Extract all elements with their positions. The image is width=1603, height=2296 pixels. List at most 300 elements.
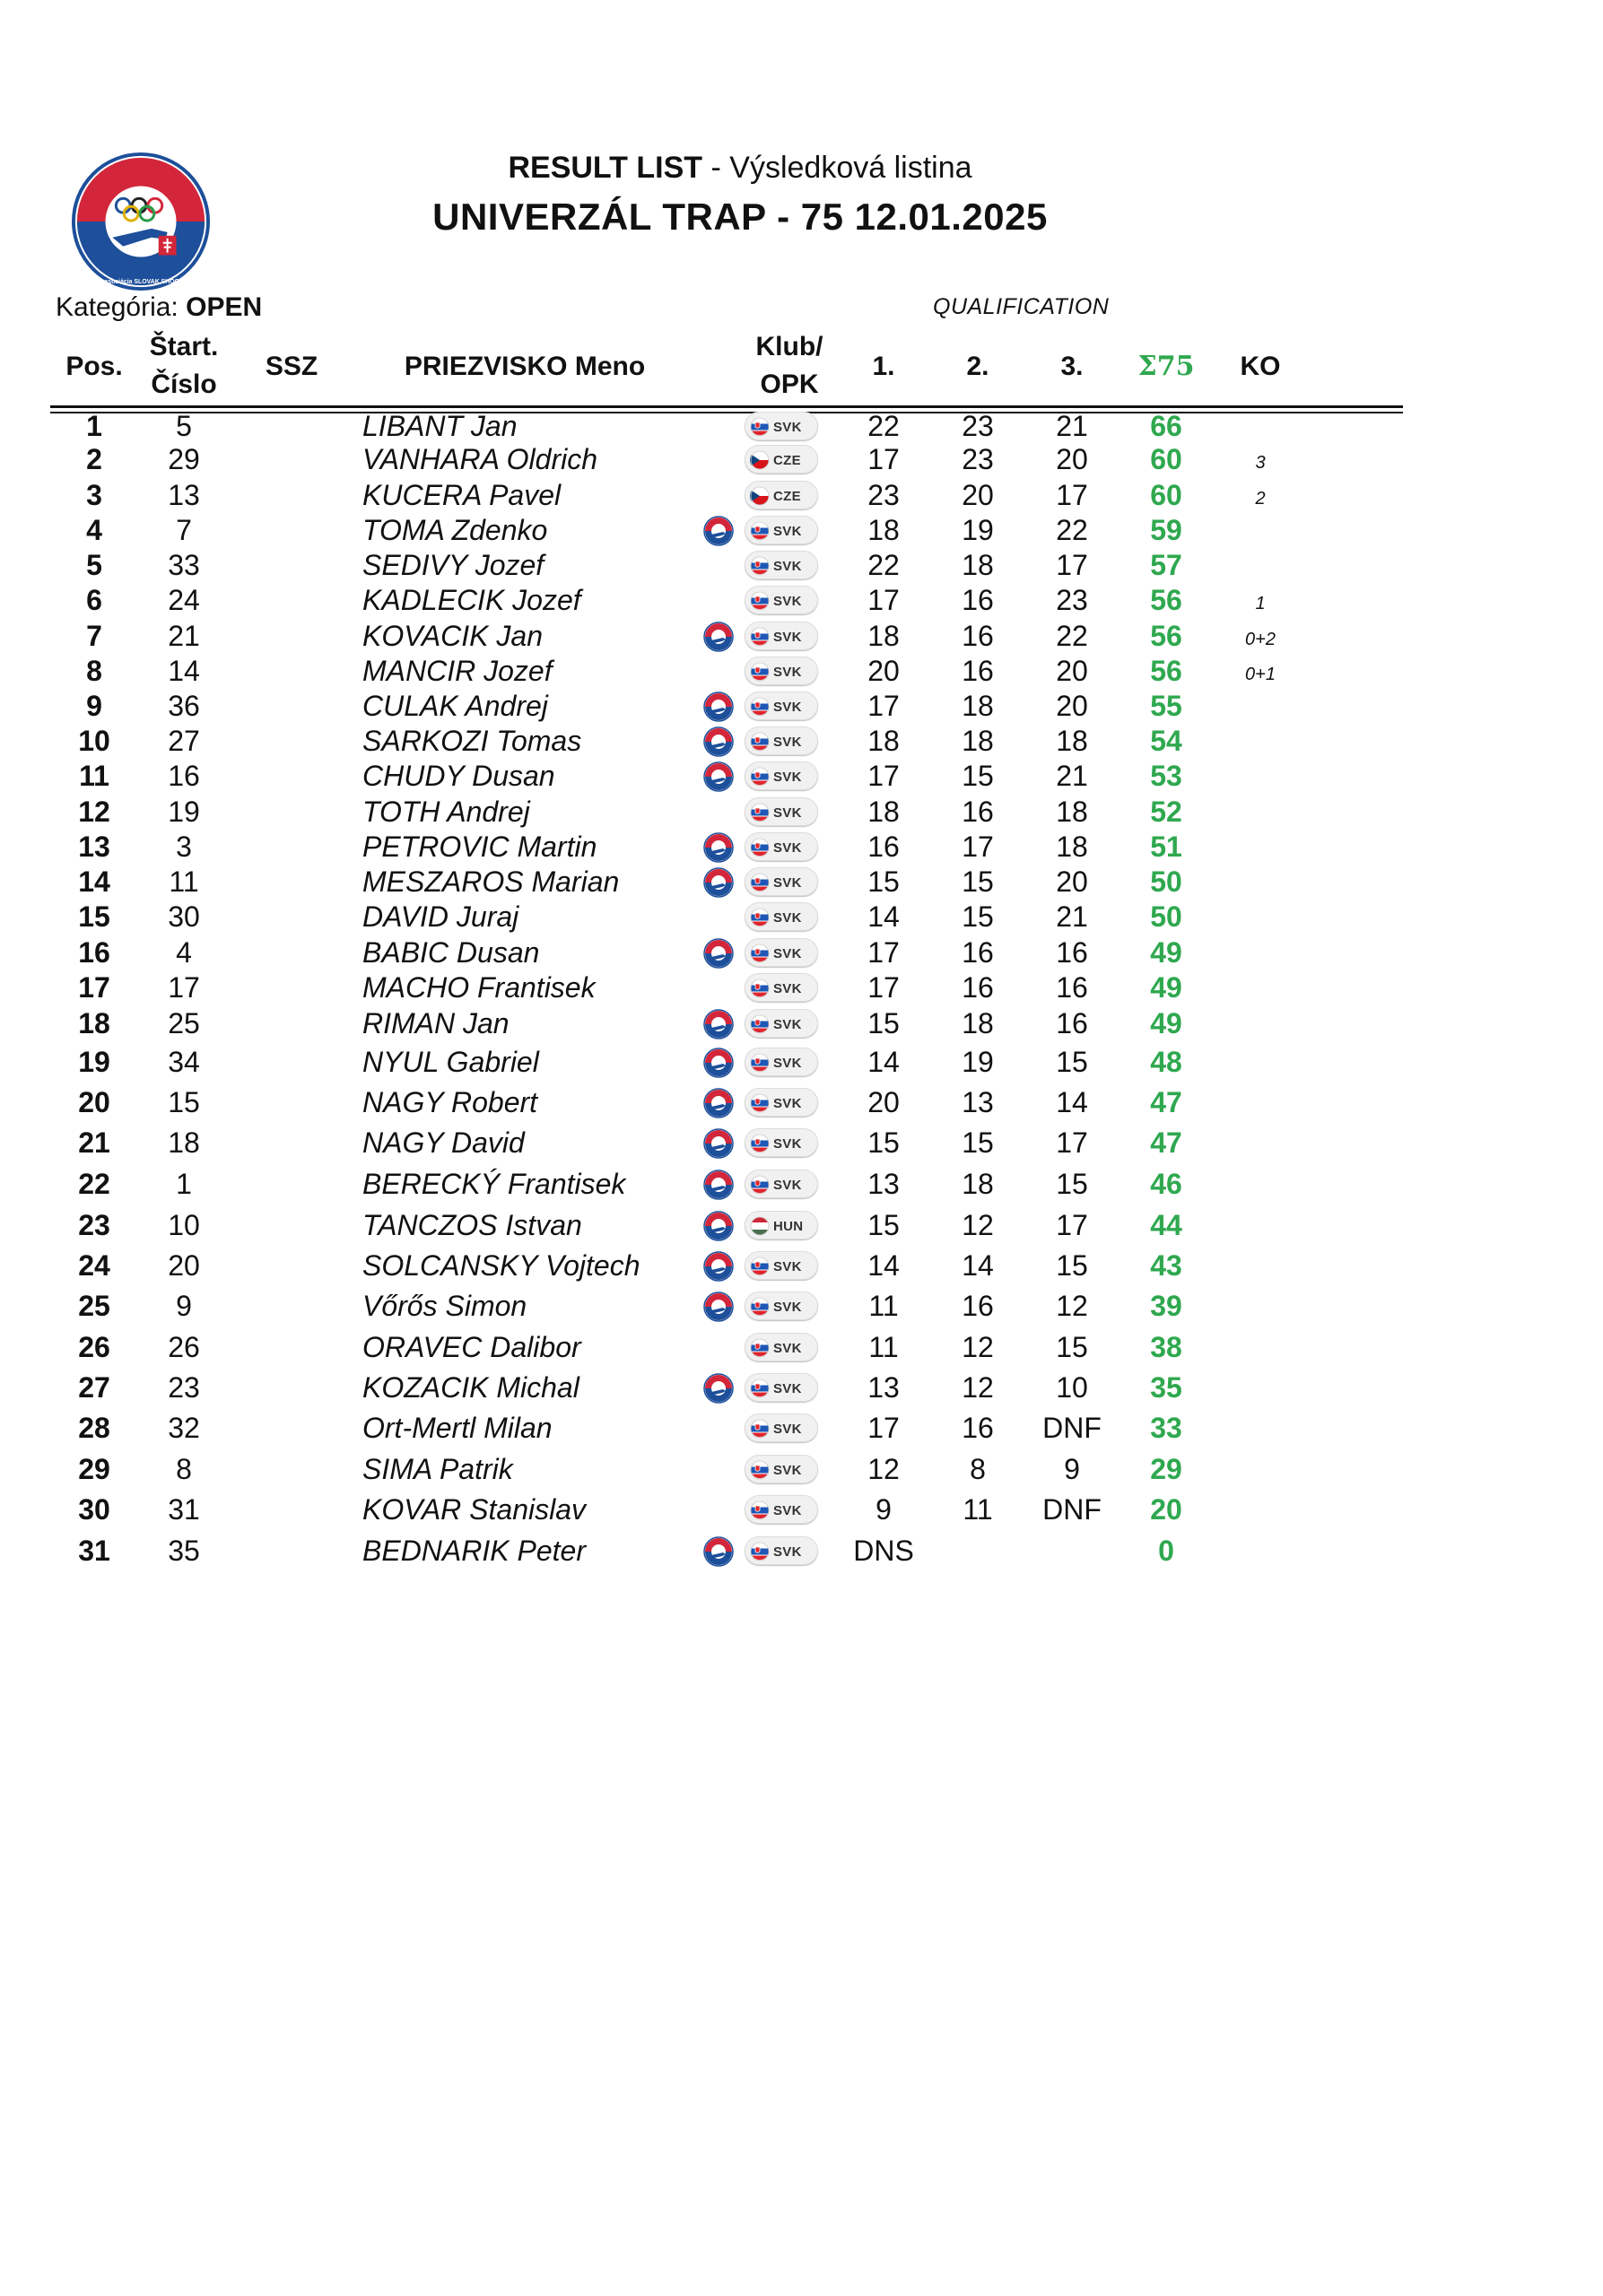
flag-icon [750,978,770,998]
total-score: 52 [1150,796,1182,828]
position-cell: 23 [78,1209,110,1241]
round-1-score: 15 [867,1209,900,1241]
category: Kategória: OPEN [56,292,263,322]
total-score: 51 [1150,831,1182,863]
nationality-code: SVK [773,559,802,574]
col-round-3: 3. [1060,352,1084,381]
total-score: 49 [1150,971,1182,1004]
nationality-badge [745,1211,818,1239]
ko-shootoff: 0+2 [1245,630,1276,649]
col-start: Štart. Číslo [149,332,219,399]
total-score: 56 [1150,584,1182,616]
flag-icon [750,662,770,682]
club-logo-icon [703,761,734,792]
nationality-badge [745,1170,818,1198]
flag-icon [750,1216,770,1236]
competitor-name: SIMA Patrik [362,1453,513,1485]
nationality-badge [745,1333,818,1361]
club-logo-icon [703,1128,734,1159]
round-2-score: 19 [962,1046,994,1078]
nationality-code: SVK [773,700,802,715]
col-ko: KO [1240,352,1281,381]
col-ssz: SSZ [265,352,318,381]
round-2-score: 20 [962,479,994,511]
club-logo-icon [703,726,734,757]
start-number-cell: 17 [168,971,200,1004]
round-1-score: 23 [867,479,900,511]
start-number-cell: 33 [168,549,200,581]
round-1-score: 14 [867,1046,900,1078]
total-score: 59 [1150,514,1182,546]
round-2-score: 16 [962,620,994,652]
club-logo-icon [703,1048,734,1078]
start-number-cell: 10 [168,1209,200,1241]
round-3-score: 16 [1056,1007,1088,1039]
competitor-name: NYUL Gabriel [362,1046,539,1078]
competitor-name: NAGY David [362,1126,525,1159]
round-2-score: 18 [962,1007,994,1039]
ko-shootoff: 1 [1255,594,1266,613]
start-number-cell: 15 [168,1086,200,1118]
club-logo-icon [703,832,734,863]
round-2-score: 15 [962,1126,994,1159]
round-2-score: 23 [962,443,994,475]
competitor-name: KUCERA Pavel [362,479,562,511]
position-cell: 1 [86,410,102,442]
start-number-cell: 7 [176,514,192,546]
competitor-name: BERECKÝ Frantisek [362,1168,626,1200]
competitor-name: KOVAR Stanislav [362,1493,586,1526]
nationality-code: HUN [773,1219,804,1234]
nationality-code: SVK [773,1096,802,1111]
club-logo-icon [703,1170,734,1200]
nationality-code: SVK [773,1178,802,1193]
position-cell: 5 [86,549,102,581]
round-1-score: 20 [867,1086,900,1118]
round-2-score: 18 [962,1168,994,1200]
start-number-cell: 27 [168,725,200,757]
round-1-score: DNS [853,1535,914,1567]
nationality-badge [745,622,818,650]
col-total: Σ75 [1137,351,1195,382]
round-2-score: 11 [963,1493,993,1526]
start-number-cell: 14 [168,655,200,687]
col-round-1: 1. [872,352,895,381]
nationality-code: SVK [773,630,802,645]
competitor-name: ORAVEC Dalibor [362,1331,581,1363]
total-score: 39 [1150,1290,1182,1322]
round-1-score: 17 [867,760,900,792]
flag-icon [750,1460,770,1480]
round-2-score: 17 [962,831,994,863]
flag-icon [750,417,770,437]
flag-icon [750,838,770,857]
round-1-score: 12 [867,1453,900,1485]
total-score: 57 [1150,549,1182,581]
start-number-cell: 1 [176,1168,192,1200]
total-score: 38 [1150,1331,1182,1363]
nationality-code: SVK [773,981,802,996]
nationality-badge [745,481,818,509]
competitor-name: KOZACIK Michal [362,1371,579,1404]
nationality-code: SVK [773,1300,802,1315]
round-1-score: 9 [876,1493,892,1526]
nationality-code: SVK [773,420,802,435]
round-3-score: 20 [1056,443,1088,475]
competitor-name: MESZAROS Marian [362,865,620,898]
total-score: 29 [1150,1453,1182,1485]
start-number-cell: 16 [168,760,200,792]
start-number-cell: 5 [176,410,192,442]
nationality-code: SVK [773,524,802,539]
position-cell: 14 [78,865,110,898]
start-number-cell: 31 [168,1493,200,1526]
round-3-score: 20 [1056,865,1088,898]
total-score: 60 [1150,479,1182,511]
start-number-cell: 3 [176,831,192,863]
competitor-name: NAGY Robert [362,1086,538,1118]
start-number-cell: 19 [168,796,200,828]
nationality-badge [745,516,818,544]
round-1-score: 17 [867,443,900,475]
club-logo-icon [703,691,734,722]
logo-text: Slovenská strelecká asociácia SLOVAK SHOOTING ASSOCIATION [43,279,239,286]
competitor-name: TOTH Andrej [362,796,530,828]
round-2-score: 15 [962,900,994,933]
nationality-code: SVK [773,840,802,856]
total-score: 56 [1150,655,1182,687]
club-logo-icon [703,1211,734,1241]
round-3-score: DNF [1042,1412,1102,1444]
position-cell: 9 [86,690,102,722]
flag-icon [750,591,770,611]
competitor-name: RIMAN Jan [362,1007,510,1039]
total-score: 49 [1150,936,1182,969]
nationality-badge [745,445,818,474]
total-score: 50 [1150,865,1182,898]
flag-icon [750,873,770,892]
total-score: 33 [1150,1412,1182,1444]
total-score: 66 [1150,410,1182,442]
flag-icon [750,627,770,647]
round-1-score: 17 [867,936,900,969]
total-score: 47 [1150,1086,1182,1118]
total-score: 47 [1150,1126,1182,1159]
round-3-score: 14 [1056,1086,1088,1118]
nationality-code: SVK [773,1259,802,1274]
nationality-badge [745,1536,818,1565]
round-2-score: 23 [962,410,994,442]
nationality-code: SVK [773,1056,802,1071]
position-cell: 17 [78,971,110,1004]
round-3-score: 18 [1056,796,1088,828]
round-1-score: 13 [867,1168,900,1200]
position-cell: 28 [78,1412,110,1444]
round-2-score: 12 [962,1331,994,1363]
club-logo-icon [703,1292,734,1322]
nationality-code: SVK [773,1341,802,1356]
competitor-name: VANHARA Oldrich [362,443,597,475]
round-2-score: 18 [962,549,994,581]
competitor-name: BABIC Dusan [362,936,540,969]
start-number-cell: 21 [168,620,200,652]
col-name: PRIEZVISKO Meno [404,352,646,381]
flag-icon [750,1175,770,1195]
flag-icon [750,767,770,787]
start-number-cell: 25 [168,1007,200,1039]
nationality-code: SVK [773,875,802,891]
position-cell: 12 [78,796,110,828]
round-2-score: 14 [962,1249,994,1282]
round-1-score: 22 [867,549,900,581]
start-number-cell: 24 [168,584,200,616]
flag-icon [750,1053,770,1073]
round-2-score: 12 [962,1209,994,1241]
round-3-score: 10 [1056,1371,1088,1404]
round-1-score: 15 [867,1007,900,1039]
position-cell: 2 [86,443,102,475]
round-3-score: 15 [1056,1046,1088,1078]
position-cell: 26 [78,1331,110,1363]
round-3-score: 20 [1056,655,1088,687]
club-logo-icon [703,938,734,969]
position-cell: 29 [78,1453,110,1485]
competitor-name: SARKOZI Tomas [362,725,582,757]
start-number-cell: 36 [168,690,200,722]
competitor-name: TOMA Zdenko [362,514,548,546]
round-2-score: 16 [962,971,994,1004]
round-3-score: 16 [1056,936,1088,969]
start-number-cell: 35 [168,1535,200,1567]
start-number-cell: 18 [168,1126,200,1159]
nationality-code: SVK [773,1463,802,1478]
round-2-score: 19 [962,514,994,546]
round-3-score: 15 [1056,1331,1088,1363]
nationality-badge [745,832,818,861]
round-1-score: 15 [867,865,900,898]
round-3-score: 12 [1056,1290,1088,1322]
start-number-cell: 11 [169,865,199,898]
nationality-badge [745,797,818,826]
round-3-score: 18 [1056,725,1088,757]
round-3-score: 22 [1056,620,1088,652]
round-1-score: 18 [867,620,900,652]
round-2-score: 15 [962,865,994,898]
position-cell: 11 [79,760,109,792]
club-logo-icon [703,1251,734,1282]
round-3-score: 15 [1056,1249,1088,1282]
position-cell: 7 [86,620,102,652]
total-score: 46 [1150,1168,1182,1200]
nationality-code: SVK [773,1544,802,1560]
position-cell: 16 [78,936,110,969]
round-1-score: 13 [867,1371,900,1404]
total-score: 53 [1150,760,1182,792]
flag-icon [750,1419,770,1439]
nationality-badge [745,1413,818,1442]
nationality-code: SVK [773,1136,802,1152]
nationality-badge [745,1373,818,1402]
total-score: 35 [1150,1371,1182,1404]
total-score: 56 [1150,620,1182,652]
nationality-badge [745,1455,818,1483]
nationality-badge [745,1292,818,1320]
nationality-code: SVK [773,1503,802,1518]
flag-icon [750,1014,770,1034]
start-number-cell: 34 [168,1046,200,1078]
nationality-code: SVK [773,910,802,926]
qualification-label: QUALIFICATION [933,294,1110,319]
flag-icon [750,1338,770,1358]
nationality-code: CZE [773,453,801,468]
club-logo-icon [703,1009,734,1039]
nationality-code: SVK [773,805,802,821]
start-number-cell: 23 [168,1371,200,1404]
position-cell: 24 [78,1249,110,1282]
nationality-badge [745,1009,818,1038]
start-number-cell: 13 [168,479,200,511]
round-3-score: 21 [1056,900,1088,933]
total-score: 55 [1150,690,1182,722]
club-logo-icon [703,622,734,652]
nationality-badge [745,726,818,755]
col-club: Klub/ OPK [755,332,823,399]
competitor-name: SEDIVY Jozef [362,549,544,581]
total-score: 60 [1150,443,1182,475]
round-2-score: 16 [962,584,994,616]
flag-icon [750,1093,770,1113]
round-1-score: 17 [867,971,900,1004]
nationality-code: SVK [773,665,802,680]
nationality-code: SVK [773,1017,802,1032]
position-cell: 18 [78,1007,110,1039]
nationality-badge [745,1128,818,1157]
position-cell: 15 [78,900,110,933]
round-1-score: 16 [867,831,900,863]
round-1-score: 20 [867,655,900,687]
header-rule [50,405,1403,408]
round-3-score: 15 [1056,1168,1088,1200]
position-cell: 6 [86,584,102,616]
flag-icon [750,697,770,717]
round-2-score: 16 [962,936,994,969]
round-2-score: 16 [962,1290,994,1322]
round-1-score: 18 [867,796,900,828]
total-score: 49 [1150,1007,1182,1039]
round-1-score: 11 [868,1290,899,1322]
flag-icon [750,486,770,506]
round-2-score: 18 [962,725,994,757]
nationality-badge [745,1251,818,1280]
position-cell: 10 [78,725,110,757]
flag-icon [750,1134,770,1153]
round-3-score: 17 [1056,549,1088,581]
round-1-score: 17 [867,690,900,722]
nationality-badge [745,1088,818,1117]
competitor-name: MACHO Frantisek [362,971,596,1004]
total-score: 48 [1150,1046,1182,1078]
flag-icon [750,1542,770,1561]
nationality-code: SVK [773,946,802,961]
round-3-score: 20 [1056,690,1088,722]
nationality-badge [745,902,818,931]
club-logo-icon [703,516,734,546]
nationality-badge [745,761,818,790]
flag-icon [750,908,770,927]
flag-icon [750,732,770,752]
competitor-name: CHUDY Dusan [362,760,555,792]
start-number-cell: 4 [176,936,192,969]
position-cell: 20 [78,1086,110,1118]
total-score: 54 [1150,725,1182,757]
nationality-badge [745,1048,818,1076]
nationality-badge [745,938,818,967]
total-score: 44 [1150,1209,1182,1241]
nationality-badge [745,973,818,1002]
club-logo-icon [703,867,734,898]
start-number-cell: 30 [168,900,200,933]
competitor-name: DAVID Juraj [362,900,519,933]
flag-icon [750,521,770,541]
position-cell: 30 [78,1493,110,1526]
position-cell: 31 [78,1535,110,1567]
competitor-name: KADLECIK Jozef [362,584,581,616]
flag-icon [750,556,770,576]
round-3-score: 16 [1056,971,1088,1004]
round-3-score: 22 [1056,514,1088,546]
competitor-name: MANCIR Jozef [362,655,553,687]
position-cell: 21 [78,1126,110,1159]
round-3-score: 23 [1056,584,1088,616]
round-1-score: 17 [867,1412,900,1444]
start-number-cell: 29 [168,443,200,475]
round-3-score: 17 [1056,479,1088,511]
nationality-badge [745,657,818,685]
nationality-badge [745,586,818,614]
competitor-name: CULAK Andrej [362,690,548,722]
competitor-name: KOVACIK Jan [362,620,543,652]
round-1-score: 17 [867,584,900,616]
flag-icon [750,803,770,822]
document-title: RESULT LIST - Výsledková listina [508,151,972,185]
flag-icon [750,1500,770,1520]
start-number-cell: 9 [176,1290,192,1322]
nationality-code: SVK [773,735,802,750]
start-number-cell: 20 [168,1249,200,1282]
round-2-score: 12 [962,1371,994,1404]
flag-icon [750,1297,770,1317]
position-cell: 19 [78,1046,110,1078]
round-2-score: 16 [962,796,994,828]
round-3-score: 9 [1064,1453,1080,1485]
round-2-score: 8 [970,1453,986,1485]
position-cell: 22 [78,1168,110,1200]
round-3-score: 21 [1056,760,1088,792]
competitor-name: TANCZOS Istvan [362,1209,582,1241]
flag-icon [750,1378,770,1398]
position-cell: 3 [86,479,102,511]
position-cell: 27 [78,1371,110,1404]
start-number-cell: 26 [168,1331,200,1363]
competitor-name: PETROVIC Martin [362,831,597,863]
ko-shootoff: 2 [1255,489,1266,509]
total-score: 0 [1158,1535,1174,1567]
event-subtitle: UNIVERZÁL TRAP - 75 12.01.2025 [432,196,1048,238]
round-1-score: 22 [867,410,900,442]
start-number-cell: 32 [168,1412,200,1444]
club-logo-icon [703,1536,734,1567]
round-3-score: 21 [1056,410,1088,442]
